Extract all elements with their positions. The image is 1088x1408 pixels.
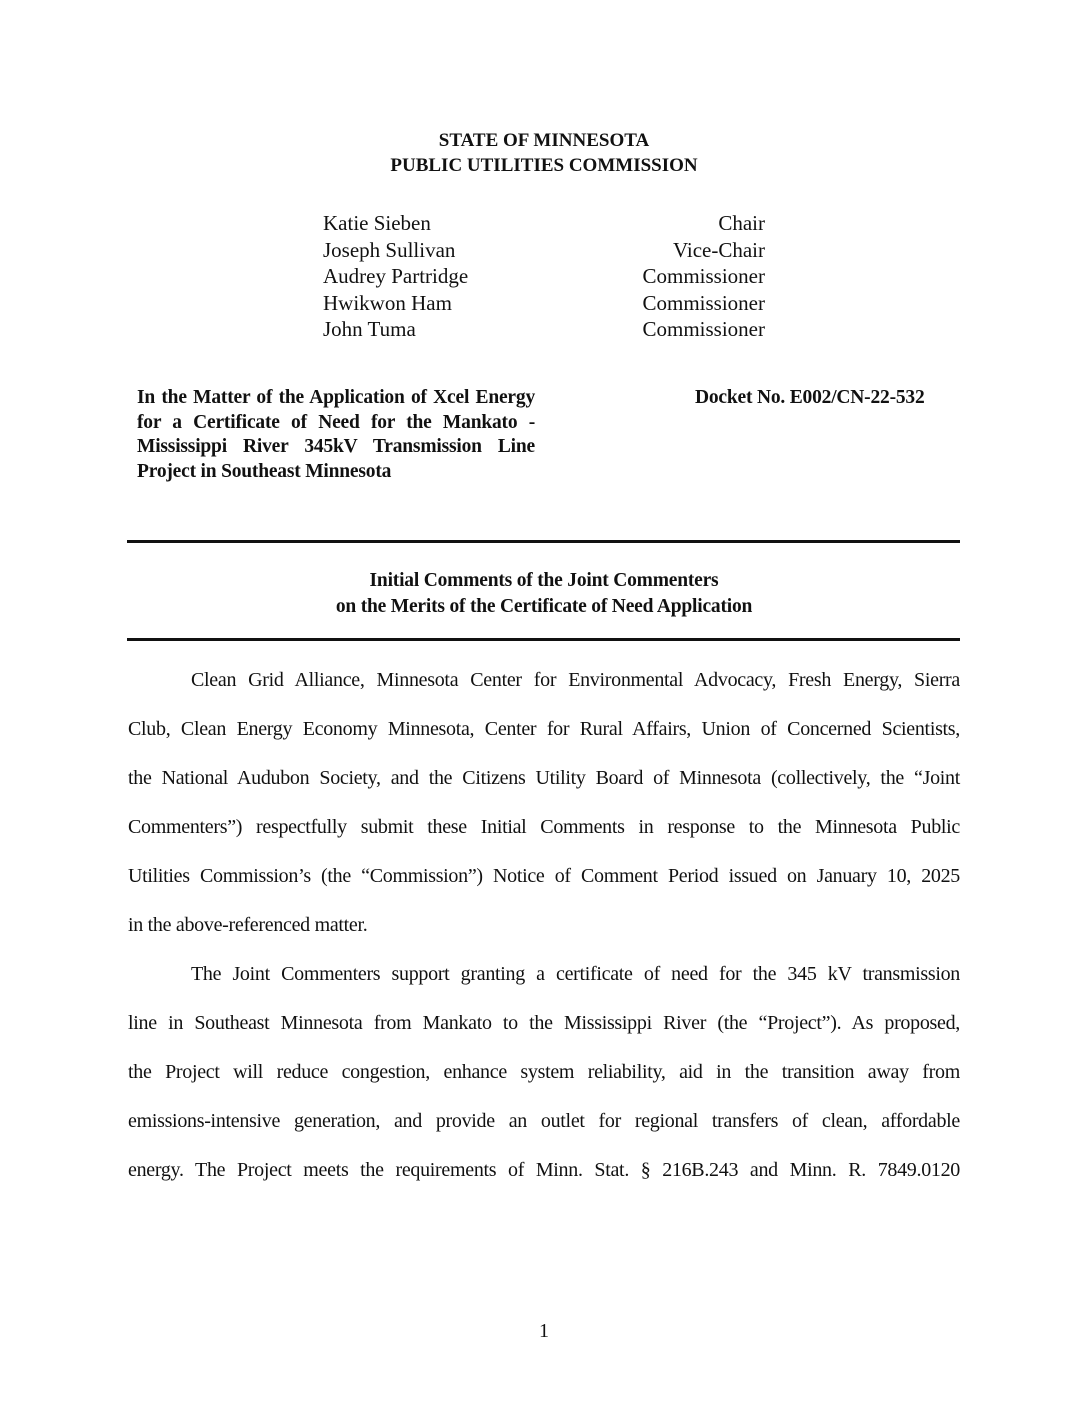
body-line: The Joint Commenters support granting a certificate of need for the 345 kV transmission xyxy=(191,963,960,985)
body-line: in the above-referenced matter. xyxy=(128,914,368,936)
page-number: 1 xyxy=(539,1320,549,1342)
body-line: Clean Grid Alliance, Minnesota Center for Environmental Advocacy, Fresh Energy, Sierra xyxy=(191,669,960,691)
commissioner-name: Hwikwon Ham xyxy=(323,290,452,315)
commissioner-role: Commissioner xyxy=(642,317,765,341)
title-line-1: Initial Comments of the Joint Commenters xyxy=(369,570,719,591)
commissioners-list xyxy=(323,210,765,343)
title-line-2: on the Merits of the Certificate of Need Application xyxy=(335,595,753,617)
body-paragraph-2 xyxy=(128,950,960,1195)
commissioner-row xyxy=(323,237,765,264)
commissioner-name: John Tuma xyxy=(323,317,416,341)
header-state: STATE OF MINNESOTA xyxy=(438,130,650,151)
document-title xyxy=(0,568,1088,619)
body-paragraph-1 xyxy=(128,656,960,950)
divider-bottom xyxy=(127,638,960,641)
commissioner-role: Chair xyxy=(718,211,765,235)
commissioner-name: Audrey Partridge xyxy=(323,264,469,288)
body-line: the Project will reduce congestion, enhance system reliability, aid in the transition away from xyxy=(128,1061,960,1083)
divider-top xyxy=(127,540,960,543)
commissioner-name: Joseph Sullivan xyxy=(323,237,456,262)
body-line: line in Southeast Minnesota from Mankato to the Mississippi River (the “Project”). As proposed, xyxy=(128,1012,960,1034)
body-line: Club, Clean Energy Economy Minnesota, Center for Rural Affairs, Union of Concerned Scientists, xyxy=(128,718,960,740)
body-line: energy. The Project meets the requirements of Minn. Stat. § 216B.243 and Minn. R. 7849.0120 xyxy=(128,1159,960,1181)
docket-number: Docket No. E002/CN-22-532 xyxy=(695,387,925,408)
case-caption: In the Matter of the Application of Xcel Energy for a Certificate of Need for the Mankato - Mississippi River 345kV Transmission Line Project in Southeast Minnesota xyxy=(137,387,535,482)
commissioner-role: Commissioner xyxy=(642,290,765,315)
commissioner-row xyxy=(323,290,765,317)
commissioner-row xyxy=(323,316,765,343)
commissioner-role: Commissioner xyxy=(642,264,765,288)
body-line: Commenters”) respectfully submit these Initial Comments in response to the Minnesota Public xyxy=(128,816,960,838)
body-line: emissions-intensive generation, and provide an outlet for regional transfers of clean, affordable xyxy=(128,1110,960,1132)
commissioner-name: Katie Sieben xyxy=(323,211,431,235)
body-line: Utilities Commission’s (the “Commission”) Notice of Comment Period issued on January 10, 2025 xyxy=(128,865,960,887)
header-commission: PUBLIC UTILITIES COMMISSION xyxy=(390,155,698,176)
commissioner-row xyxy=(323,263,765,290)
commissioner-row xyxy=(323,210,765,237)
body-line: the National Audubon Society, and the Citizens Utility Board of Minnesota (collectively, the “Joint xyxy=(128,767,960,789)
commissioner-role: Vice-Chair xyxy=(672,237,765,262)
